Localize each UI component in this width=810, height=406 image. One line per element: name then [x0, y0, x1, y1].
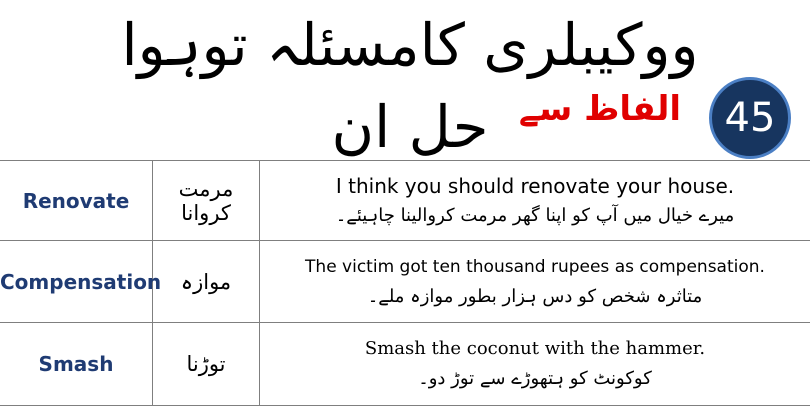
english-sentence: The victim got ten thousand rupees as compensation. [260, 252, 810, 282]
page-subtitle: الفاظ سے [505, 84, 695, 134]
table-row [0, 241, 810, 323]
word-cell: Compensation [0, 241, 153, 323]
urdu-meaning-cell: توڑنا [153, 323, 260, 406]
sentence-cell [260, 161, 810, 241]
urdu-meaning-cell: موازہ [153, 241, 260, 323]
table-row [0, 161, 810, 241]
english-sentence: I think you should renovate your house. [260, 171, 810, 201]
sentence-cell [260, 241, 810, 323]
word-cell: Renovate [0, 161, 153, 241]
badge-number: 45 [725, 95, 776, 141]
english-sentence: Smash the coconut with the hammer. [260, 334, 810, 364]
vocabulary-table [0, 160, 810, 406]
count-badge [709, 77, 791, 159]
urdu-sentence: کوکونٹ کو ہتھوڑے سے توڑ دو۔ [260, 364, 810, 394]
urdu-meaning-cell: مرمت کروانا [153, 161, 260, 241]
table-row [0, 323, 810, 406]
urdu-sentence: میرے خیال میں آپ کو اپنا گھر مرمت کروالینا چاہیئے۔ [260, 201, 810, 231]
urdu-sentence: متاثرہ شخص کو دس ہزار بطور موازہ ملے۔ [260, 282, 810, 312]
page-title: ووکیبلری کامسئلہ توہوا حل ان [110, 4, 710, 168]
sentence-cell [260, 323, 810, 406]
header [0, 0, 810, 158]
word-cell: Smash [0, 323, 153, 406]
